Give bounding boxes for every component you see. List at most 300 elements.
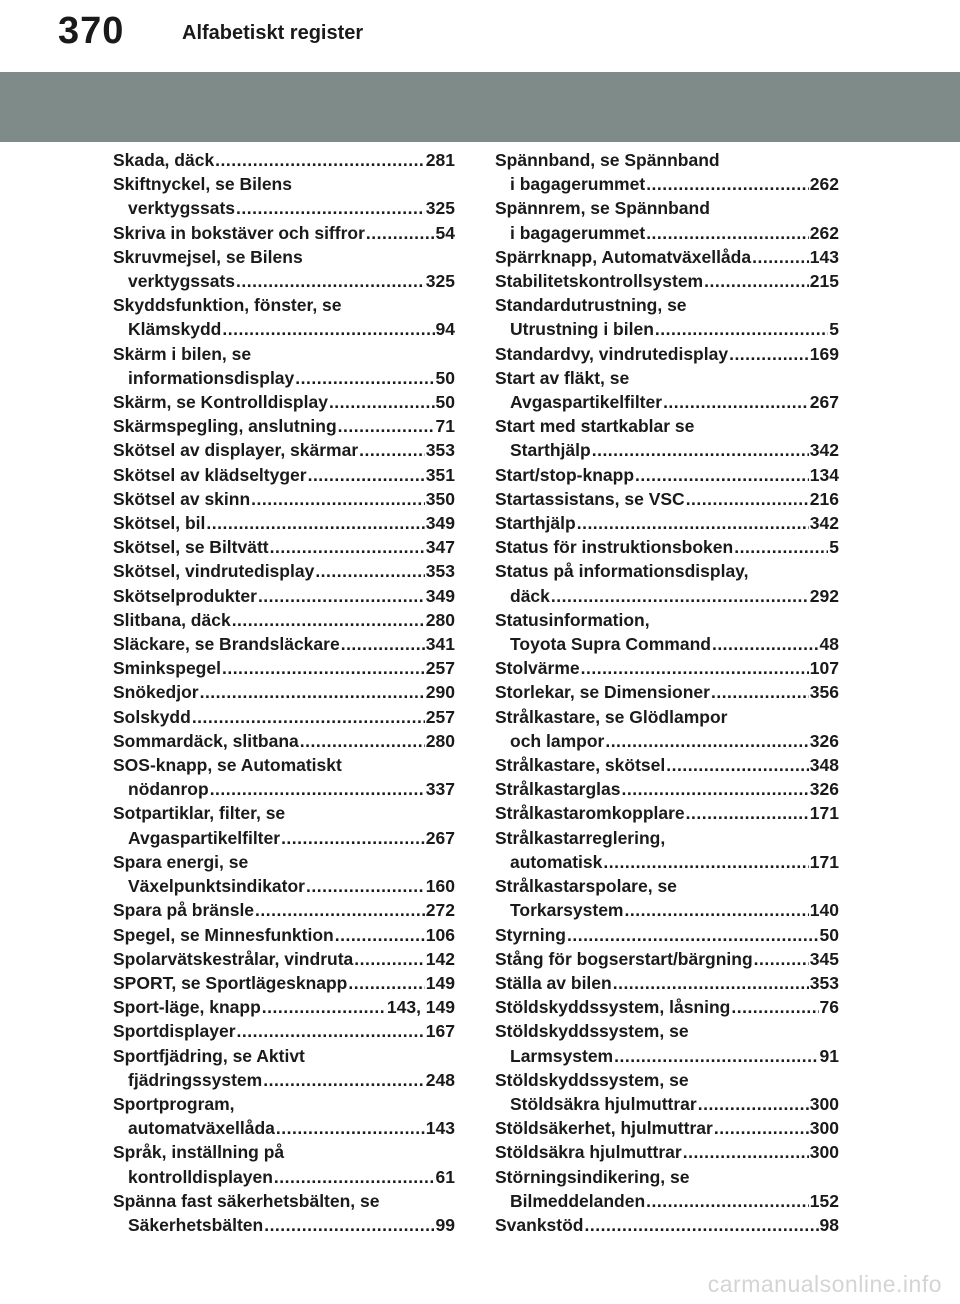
- index-entry: [495, 342, 839, 366]
- index-entry: [495, 511, 839, 535]
- page-reference: 48: [819, 634, 839, 655]
- index-term: Skötsel, se Biltvätt: [113, 537, 269, 558]
- index-entry-line: [495, 1019, 839, 1043]
- page-reference: 257: [425, 706, 455, 727]
- index-entry: [495, 535, 839, 559]
- index-entry-line: [113, 874, 455, 898]
- index-entry-line: [495, 801, 839, 825]
- index-entry: [495, 487, 839, 511]
- index-term: Skada, däck: [113, 150, 215, 170]
- dot-leader: [359, 438, 425, 462]
- index-term: Stöldskyddssystem, låsning: [495, 997, 731, 1018]
- dot-leader: [200, 680, 425, 704]
- index-term: Slitbana, däck: [113, 609, 231, 630]
- index-entry: [495, 923, 839, 947]
- index-entry-line: [113, 1044, 455, 1068]
- index-entry: [113, 850, 455, 898]
- index-entry-line: [113, 366, 455, 390]
- index-entry-line: [495, 632, 839, 656]
- index-term: Statusinformation,: [495, 609, 650, 630]
- page-reference: 350: [425, 488, 455, 509]
- page-header: [0, 0, 960, 72]
- index-entry: [113, 947, 455, 971]
- index-term: Spolarvätskestrålar, vindruta: [113, 948, 354, 969]
- index-entry: [113, 463, 455, 487]
- dot-leader: [295, 366, 434, 390]
- index-entry: [495, 245, 839, 269]
- index-entry: [113, 995, 455, 1019]
- page-reference: 142: [425, 948, 455, 969]
- index-entry-line: [495, 1068, 839, 1092]
- index-entry-line: [113, 317, 455, 341]
- dot-leader: [577, 511, 809, 535]
- dot-leader: [210, 777, 425, 801]
- dot-leader: [341, 632, 425, 656]
- dot-leader: [734, 535, 828, 559]
- page-reference: 326: [809, 779, 839, 800]
- index-term: Skriva in bokstäver och siffror: [113, 222, 365, 243]
- page-number: 370: [58, 10, 125, 52]
- index-entry: [495, 196, 839, 244]
- index-entry-line: [113, 172, 455, 196]
- index-entry-line: [495, 148, 839, 172]
- index-entry: [113, 390, 455, 414]
- index-entry: [495, 1165, 839, 1213]
- index-term: Skyddsfunktion, fönster, se: [113, 295, 342, 316]
- page-reference: 300: [809, 1118, 839, 1139]
- index-term: Bilmeddelanden: [510, 1190, 646, 1211]
- index-entry-line: [113, 535, 455, 559]
- page-reference: 348: [809, 755, 839, 776]
- page-reference: 341: [425, 634, 455, 655]
- index-entry-line: [495, 850, 839, 874]
- index-term: Snökedjor: [113, 682, 199, 703]
- index-entry: [495, 293, 839, 341]
- page-reference: 140: [809, 900, 839, 921]
- index-term: Skiftnyckel, se Bilens: [113, 174, 292, 195]
- dot-leader: [329, 390, 435, 414]
- index-term: Skötsel av skinn: [113, 488, 251, 509]
- index-entry-line: [495, 172, 839, 196]
- dot-leader: [354, 947, 425, 971]
- page-reference: 292: [809, 585, 839, 606]
- index-term: informationsdisplay: [128, 367, 295, 388]
- index-entry: [495, 559, 839, 607]
- index-entry: [495, 1068, 839, 1116]
- dot-leader: [686, 801, 809, 825]
- index-entry: [113, 511, 455, 535]
- page-reference: 353: [425, 561, 455, 582]
- dot-leader: [236, 269, 425, 293]
- index-entry-line: [113, 971, 455, 995]
- index-entry: [113, 1189, 455, 1237]
- index-entry: [495, 777, 839, 801]
- index-term: Sotpartiklar, filter, se: [113, 803, 286, 824]
- page-reference: 262: [809, 174, 839, 195]
- index-entry: [495, 971, 839, 995]
- index-entry-line: [113, 221, 455, 245]
- dot-leader: [646, 221, 809, 245]
- index-entry-line: [495, 947, 839, 971]
- dot-leader: [222, 656, 425, 680]
- page-reference: 349: [425, 513, 455, 534]
- index-entry: [495, 1019, 839, 1067]
- dot-leader: [276, 1116, 425, 1140]
- index-term: Spara energi, se: [113, 851, 249, 872]
- dot-leader: [714, 1116, 809, 1140]
- index-entry: [495, 148, 839, 196]
- index-term: SOS-knapp, se Automatiskt: [113, 755, 342, 776]
- index-entry-line: [113, 753, 455, 777]
- page-reference: 61: [435, 1166, 455, 1187]
- dot-leader: [306, 874, 425, 898]
- index-entry-line: [495, 898, 839, 922]
- index-entry-line: [113, 438, 455, 462]
- index-term: Avgaspartikelfilter: [128, 827, 281, 848]
- dot-leader: [625, 898, 809, 922]
- dot-leader: [232, 608, 425, 632]
- page-reference: 347: [425, 537, 455, 558]
- index-entry: [495, 463, 839, 487]
- index-term: kontrolldisplayen: [128, 1166, 273, 1187]
- page-reference: 94: [435, 319, 455, 340]
- dot-leader: [274, 1165, 435, 1189]
- page-reference: 345: [809, 948, 839, 969]
- index-term: i bagagerummet: [510, 174, 646, 195]
- index-entry: [495, 753, 839, 777]
- index-entry: [113, 221, 455, 245]
- index-entry: [113, 342, 455, 390]
- index-entry-line: [495, 317, 839, 341]
- index-entry: [113, 1092, 455, 1140]
- index-entry-line: [113, 511, 455, 535]
- page-reference: 267: [425, 827, 455, 848]
- index-entry-line: [113, 293, 455, 317]
- header-band: [0, 72, 960, 142]
- index-term: Spara på bränsle: [113, 900, 255, 921]
- page-reference: 143: [425, 1118, 455, 1139]
- index-entry-line: [113, 801, 455, 825]
- index-entry: [113, 898, 455, 922]
- index-term: Stöldskyddssystem, se: [495, 1069, 689, 1090]
- index-term: Skruvmejsel, se Bilens: [113, 246, 303, 267]
- page-reference: 171: [809, 803, 839, 824]
- index-entry-line: [113, 729, 455, 753]
- dot-leader: [348, 971, 424, 995]
- page-reference: 98: [819, 1214, 839, 1235]
- index-entry-line: [495, 1189, 839, 1213]
- index-entry-line: [495, 535, 839, 559]
- dot-leader: [192, 705, 425, 729]
- dot-leader: [251, 487, 425, 511]
- dot-leader: [281, 826, 425, 850]
- index-term: SPORT, se Sportlägesknapp: [113, 972, 348, 993]
- index-entry-line: [495, 1116, 839, 1140]
- page-reference: 290: [425, 682, 455, 703]
- index-entry-line: [495, 777, 839, 801]
- index-entry-line: [113, 245, 455, 269]
- index-entry: [113, 971, 455, 995]
- index-entry: [495, 995, 839, 1019]
- index-entry-line: [113, 1165, 455, 1189]
- index-entry-line: [495, 1165, 839, 1189]
- index-entry-line: [113, 1019, 455, 1043]
- page-reference: 143, 149: [386, 997, 455, 1018]
- index-entry: [495, 608, 839, 656]
- index-entry-line: [113, 414, 455, 438]
- index-term: Stöldskyddssystem, se: [495, 1021, 689, 1042]
- index-term: Stöldsäkra hjulmuttrar: [495, 1142, 682, 1163]
- index-entry: [113, 1019, 455, 1043]
- index-entry-line: [113, 269, 455, 293]
- index-term: Sportfjädring, se Aktivt: [113, 1045, 305, 1066]
- page-reference: 160: [425, 876, 455, 897]
- page-reference: 76: [819, 997, 839, 1018]
- dot-leader: [264, 1213, 434, 1237]
- index-term: Solskydd: [113, 706, 191, 727]
- page-reference: 272: [425, 900, 455, 921]
- index-entry-line: [495, 729, 839, 753]
- index-term: Skötsel av klädseltyger: [113, 464, 307, 485]
- dot-leader: [666, 753, 809, 777]
- page-reference: 349: [425, 585, 455, 606]
- index-term: Sminkspegel: [113, 658, 221, 679]
- dot-leader: [315, 559, 424, 583]
- dot-leader: [603, 850, 808, 874]
- index-column-left: [113, 148, 455, 1237]
- index-entry: [113, 559, 455, 583]
- index-entry-line: [495, 923, 839, 947]
- dot-leader: [581, 656, 809, 680]
- index-entry: [113, 1044, 455, 1092]
- dot-leader: [263, 1068, 425, 1092]
- index-entry-line: [495, 1140, 839, 1164]
- index-entry: [113, 584, 455, 608]
- index-term: Stöldsäkerhet, hjulmuttrar: [495, 1118, 713, 1139]
- index-entry: [113, 1140, 455, 1188]
- index-entry-line: [113, 584, 455, 608]
- index-entry-line: [113, 559, 455, 583]
- index-term: verktygssats: [128, 198, 236, 219]
- index-entry: [495, 947, 839, 971]
- index-entry-line: [113, 898, 455, 922]
- index-entry: [113, 680, 455, 704]
- page-reference: 50: [435, 392, 455, 413]
- index-entry-line: [113, 196, 455, 220]
- index-entry: [495, 705, 839, 753]
- index-entry-line: [113, 463, 455, 487]
- index-entry-line: [113, 1213, 455, 1237]
- index-entry-line: [495, 753, 839, 777]
- index-term: Störningsindikering, se: [495, 1166, 690, 1187]
- index-entry-line: [113, 342, 455, 366]
- index-term: automatväxellåda: [128, 1118, 275, 1139]
- index-entry: [113, 923, 455, 947]
- index-entry-line: [495, 995, 839, 1019]
- index-term: Strålkastarglas: [495, 779, 621, 800]
- page-reference: 149: [425, 972, 455, 993]
- index-entry-line: [495, 511, 839, 535]
- index-term: Status på informationsdisplay,: [495, 561, 749, 582]
- index-entry-line: [113, 947, 455, 971]
- index-column-right: [495, 148, 839, 1237]
- dot-leader: [567, 923, 819, 947]
- dot-leader: [258, 584, 425, 608]
- page-reference: 300: [809, 1142, 839, 1163]
- index-entry-line: [113, 390, 455, 414]
- page-reference: 325: [425, 198, 455, 219]
- page-reference: 50: [819, 924, 839, 945]
- dot-leader: [698, 1092, 809, 1116]
- dot-leader: [635, 463, 809, 487]
- index-entry: [113, 487, 455, 511]
- dot-leader: [551, 584, 809, 608]
- index-term: Spärrknapp, Automatväxellåda: [495, 246, 752, 267]
- page-reference: 325: [425, 271, 455, 292]
- index-term: Start/stop-knapp: [495, 464, 635, 485]
- index-term: Ställa av bilen: [495, 972, 612, 993]
- index-entry: [495, 874, 839, 922]
- index-entry-line: [495, 1092, 839, 1116]
- index-term: Skärmspegling, anslutning: [113, 416, 337, 437]
- page-reference: 106: [425, 924, 455, 945]
- dot-leader: [605, 729, 808, 753]
- page-reference: 91: [819, 1045, 839, 1066]
- index-entry-line: [495, 559, 839, 583]
- watermark: carmanualsonline.info: [707, 1271, 942, 1297]
- index-term: Spänna fast säkerhetsbälten, se: [113, 1190, 380, 1211]
- page-reference: 262: [809, 222, 839, 243]
- index-term: Växelpunktsindikator: [128, 876, 305, 897]
- dot-leader: [206, 511, 424, 535]
- index-term: Avgaspartikelfilter: [510, 392, 663, 413]
- page-reference: 281: [425, 150, 455, 170]
- page-reference: 143: [809, 246, 839, 267]
- index-entry-line: [495, 1044, 839, 1068]
- page-reference: 300: [809, 1093, 839, 1114]
- page-reference: 50: [435, 367, 455, 388]
- page-reference: 280: [425, 609, 455, 630]
- section-title: Alfabetiskt register: [182, 22, 364, 44]
- dot-leader: [585, 1213, 819, 1237]
- index-term: Språk, inställning på: [113, 1142, 285, 1163]
- page-reference: 326: [809, 730, 839, 751]
- index-term: Standardvy, vindrutedisplay: [495, 343, 729, 364]
- index-term: Strålkastare, skötsel: [495, 755, 666, 776]
- index-entry-line: [113, 1189, 455, 1213]
- dot-leader: [308, 463, 425, 487]
- dot-leader: [222, 317, 434, 341]
- page-reference: 356: [809, 682, 839, 703]
- dot-leader: [614, 1044, 818, 1068]
- index-term: Utrustning i bilen: [510, 319, 654, 340]
- index-entry: [113, 632, 455, 656]
- index-entry: [495, 826, 839, 874]
- index-entry-line: [113, 1092, 455, 1116]
- dot-leader: [711, 680, 809, 704]
- index-term: Strålkastarspolare, se: [495, 876, 677, 897]
- dot-leader: [686, 487, 809, 511]
- index-entry-line: [495, 826, 839, 850]
- dot-leader: [338, 414, 435, 438]
- index-entry-line: [113, 995, 455, 1019]
- index-entry-line: [113, 1116, 455, 1140]
- index-entry: [113, 656, 455, 680]
- dot-leader: [366, 221, 435, 245]
- index-term: fjädringssystem: [128, 1069, 263, 1090]
- index-term: Starthjälp: [510, 440, 591, 461]
- index-entry-line: [495, 390, 839, 414]
- index-term: automatisk: [510, 851, 603, 872]
- index-entry: [113, 172, 455, 220]
- page-reference: 353: [809, 972, 839, 993]
- index-entry: [495, 1116, 839, 1140]
- page-reference: 99: [435, 1214, 455, 1235]
- index-term: Släckare, se Brandsläckare: [113, 634, 340, 655]
- dot-leader: [663, 390, 809, 414]
- index-term: Standardutrustning, se: [495, 295, 687, 316]
- index-entry: [113, 801, 455, 849]
- index-entry-line: [495, 414, 839, 438]
- index-entry-line: [113, 148, 455, 172]
- index-term: Skötsel, bil: [113, 513, 206, 534]
- index-entry-line: [113, 826, 455, 850]
- index-term: Skärm i bilen, se: [113, 343, 252, 364]
- index-term: Status för instruktionsboken: [495, 537, 734, 558]
- page-reference: 152: [809, 1190, 839, 1211]
- index-entry: [113, 438, 455, 462]
- page-reference: 107: [809, 658, 839, 679]
- index-term: Startassistans, se VSC: [495, 488, 685, 509]
- index-term: och lampor: [510, 730, 605, 751]
- index-entry-line: [495, 874, 839, 898]
- index-entry-line: [113, 1068, 455, 1092]
- index-entry: [113, 535, 455, 559]
- index-term: Stöldsäkra hjulmuttrar: [510, 1093, 697, 1114]
- index-term: verktygssats: [128, 271, 236, 292]
- dot-leader: [729, 342, 809, 366]
- index-entry-line: [495, 366, 839, 390]
- dot-leader: [592, 438, 809, 462]
- index-term: Skötsel, vindrutedisplay: [113, 561, 315, 582]
- page-reference: 216: [809, 488, 839, 509]
- dot-leader: [300, 729, 425, 753]
- index-entry-line: [495, 269, 839, 293]
- index-term: Sportdisplayer: [113, 1021, 236, 1042]
- index-entry-line: [495, 656, 839, 680]
- index-term: Larmsystem: [510, 1045, 614, 1066]
- index-entry-line: [495, 971, 839, 995]
- index-entry-line: [495, 342, 839, 366]
- index-term: Start med startkablar se: [495, 416, 695, 437]
- page-reference: 353: [425, 440, 455, 461]
- dot-leader: [683, 1140, 809, 1164]
- page-reference: 71: [435, 416, 455, 437]
- index-term: Styrning: [495, 924, 566, 945]
- index-entry: [113, 414, 455, 438]
- index-term: Sport-läge, knapp: [113, 997, 261, 1018]
- index-term: nödanrop: [128, 779, 209, 800]
- index-entry-line: [113, 632, 455, 656]
- page-reference: 351: [425, 464, 455, 485]
- index-entry-line: [113, 680, 455, 704]
- index-entry-line: [495, 196, 839, 220]
- page-reference: 215: [809, 271, 839, 292]
- index-entry-line: [495, 221, 839, 245]
- index-entry: [113, 753, 455, 801]
- dot-leader: [712, 632, 819, 656]
- page-reference: 171: [809, 851, 839, 872]
